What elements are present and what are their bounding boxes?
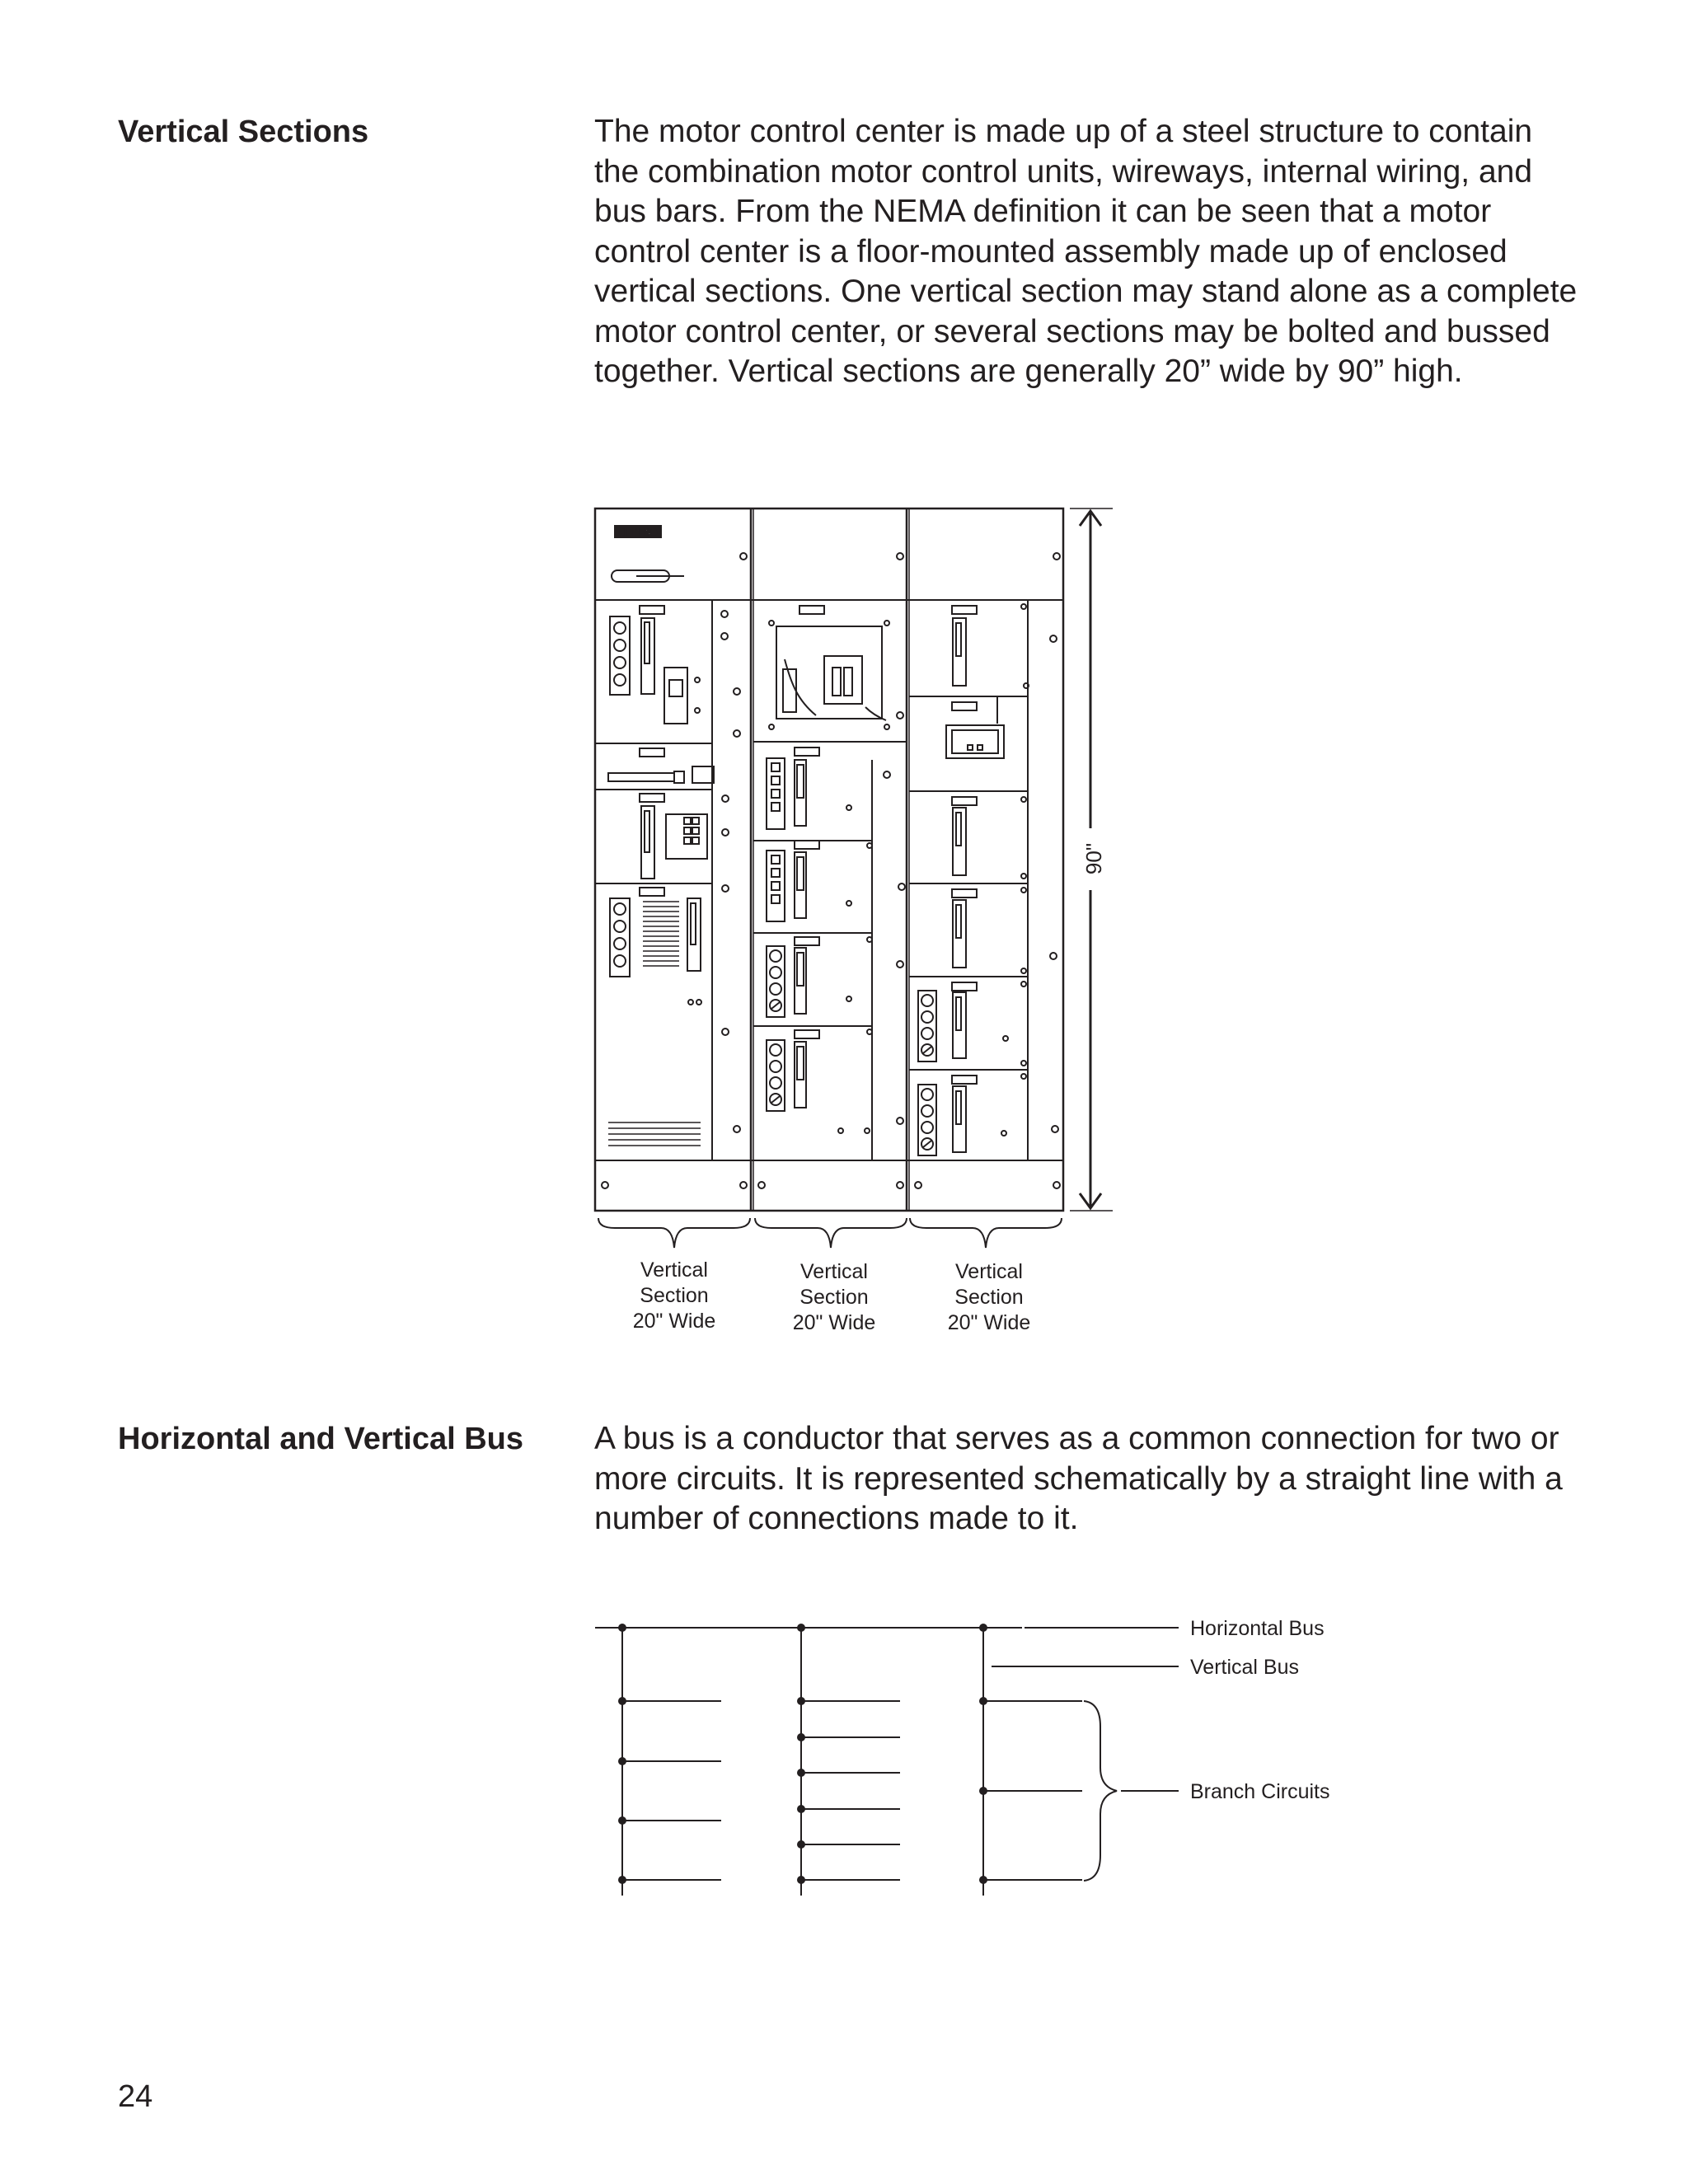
svg-text:Section: Section (640, 1284, 709, 1307)
heading-vertical-sections: Vertical Sections (118, 115, 369, 149)
branch-brace (1084, 1701, 1117, 1881)
paragraph-vertical-sections: The motor control center is made up of a steel structure to contain the combination motor control units, wireways, internal wiring, and bus bars. From the NEMA definition it can be seen that a motor control center is a floor-mounted assembly made up of enclosed vertical sections. One vertical section may stand alone as a complete motor control center, or several sections may be bolted and bussed together. Vertical sections are generally 20” wide by 90” high. (594, 114, 1578, 389)
branches-column-1 (618, 1697, 721, 1884)
svg-text:20" Wide: 20" Wide (947, 1311, 1031, 1334)
svg-text:Vertical: Vertical (955, 1260, 1023, 1283)
heading-bus: Horizontal and Vertical Bus (118, 1422, 523, 1456)
svg-text:Section: Section (954, 1286, 1024, 1309)
paragraph-bus: A bus is a conductor that serves as a common connection for two or more circuits. It is represented schematically by a straight line with a number of connections made to it. (594, 1421, 1563, 1536)
section-3-units (909, 604, 1058, 1155)
brand-label: SIEMENS (619, 528, 657, 537)
section-label-3 (948, 1260, 1031, 1334)
section-2-units (753, 606, 907, 1133)
section-label-2 (793, 1260, 876, 1334)
label-branch-circuits: Branch Circuits (1190, 1780, 1330, 1803)
svg-text:20" Wide: 20" Wide (632, 1310, 716, 1333)
page-number: 24 (118, 2079, 153, 2114)
section-label-1 (633, 1258, 716, 1333)
svg-text:20" Wide: 20" Wide (792, 1311, 876, 1334)
branches-column-3 (979, 1697, 1082, 1884)
section-braces (598, 1218, 1062, 1248)
mcc-figure (577, 494, 1137, 1343)
label-vertical-bus: Vertical Bus (1190, 1656, 1300, 1679)
bus-diagram (577, 1582, 1368, 1912)
svg-text:Vertical: Vertical (800, 1260, 868, 1283)
branches-column-2 (797, 1697, 900, 1884)
svg-text:Vertical: Vertical (640, 1258, 708, 1282)
label-horizontal-bus: Horizontal Bus (1190, 1617, 1325, 1640)
section-1-units (595, 606, 740, 1146)
svg-text:Section: Section (799, 1286, 869, 1309)
height-label: 90" (1081, 842, 1106, 875)
